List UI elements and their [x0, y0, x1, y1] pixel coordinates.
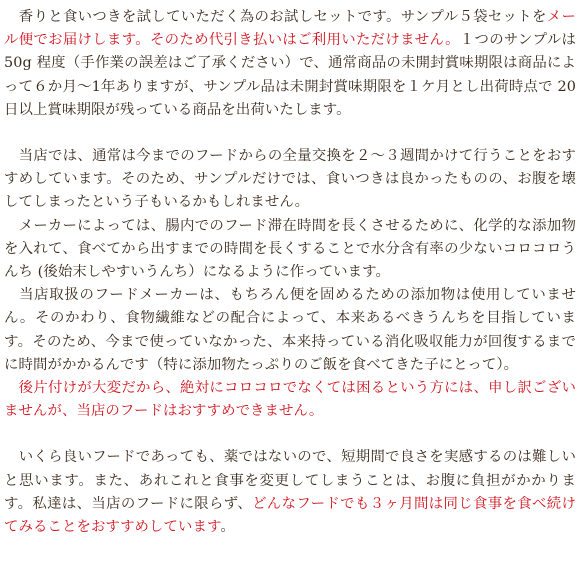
emphasis-three-month-recommendation: どんなフードでも３ヶ月間は同じ食事を食べ続けてみることをおすすめしています: [4, 495, 576, 536]
paragraph-sample-set: [4, 6, 576, 122]
paragraph-not-recommended: [4, 377, 576, 423]
text-segment: 香りと食いつきを試していただく為のお試しセットです。サンプル５袋セットを: [4, 9, 547, 25]
text-segment: １つのサンプルは 50g 程度（手作業の誤差はご了承ください）で、通常商品の未開封賞味期限は商品によって６か月～1年ありますが、サンプル品は未開封賞味期限を１ケ月とし出荷時点で 20 日以上賞味期限が残っている商品を出荷いたします。: [4, 32, 576, 118]
text-segment: 当店取扱のフードメーカーは、もちろん便を固めるための添加物は使用していません。そのかわり、食物繊維などの配合によって、本来あるべきうんちを目指しています。そのため、今まで使っていなかった、本来持っている消化吸収能力が回復するまでに時間がかかるんです（特に添加物たっぷりのご飯を食べてきた子にとって）。: [4, 287, 576, 373]
text-segment: 当店では、通常は今までのフードからの全量交換を２～３週間かけて行うことをおすすめしています。そのため、サンプルだけでは、食いつきは良かったものの、お腹を壊してしまったという子もいるかもしれません。: [4, 148, 576, 211]
text-segment: 。: [220, 519, 235, 536]
emphasis-not-recommended-notice: 後片付けが大変だから、絶対にコロコロでなくては困るという方には、申し訳ございませんが、当店のフードはおすすめできません。: [4, 380, 576, 420]
text-segment: いくら良いフードであっても、薬ではないので、短期間で良さを実感するのは難しいと思います。また、あれこれと食事を変更してしまうことは、お腹に負担がかかります。私達は、当店のフードに限らず、: [4, 449, 576, 512]
emphasis-mail-delivery-notice: メール便でお届けします。そのため代引き払いはご利用いただけません。: [4, 9, 576, 49]
text-segment: メーカーによっては、腸内でのフード滞在時間を長くさせるために、化学的な添加物を入れて、食べてから出すまでの時間を長くすることで水分含有率の少ないコロコロうんち (後始末しやすいうんち）になるように作っています。: [4, 217, 576, 281]
paragraph-additives: [4, 215, 576, 285]
paragraph-store-policy: [4, 284, 576, 377]
paragraph-three-months: [4, 446, 576, 539]
paragraph-food-transition: [4, 145, 576, 215]
text-segment: [4, 380, 19, 396]
